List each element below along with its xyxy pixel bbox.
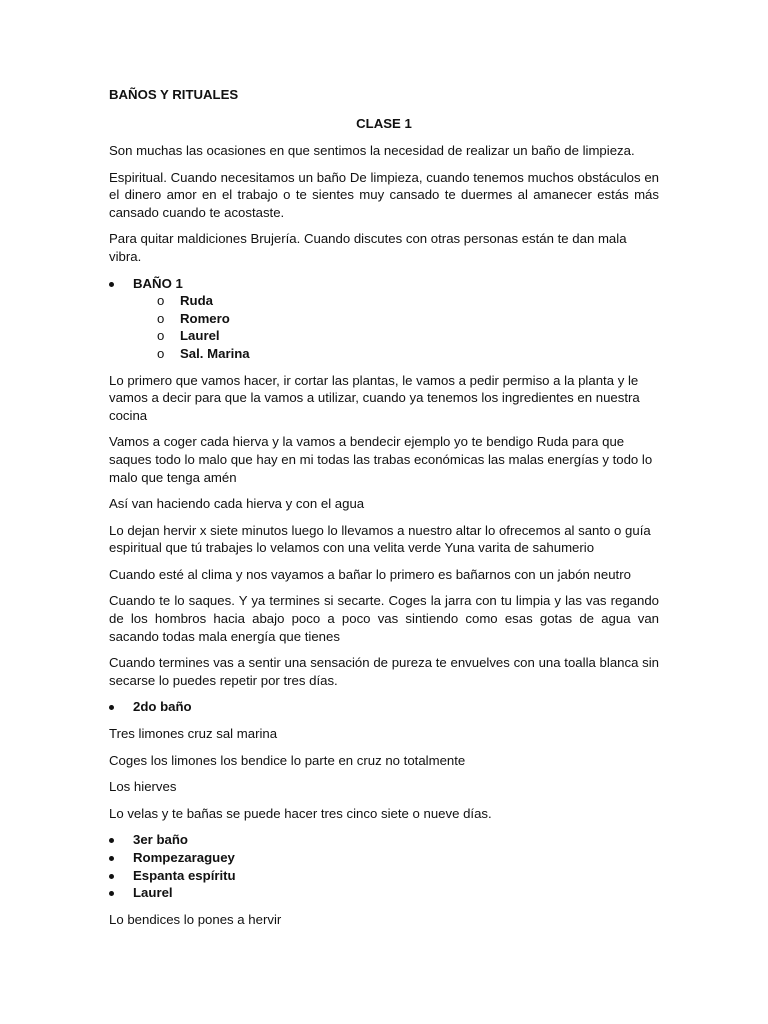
bano3-item bbox=[109, 884, 659, 902]
bano1-paragraph-7: Cuando termines vas a sentir una sensación de pureza te envuelves con una toalla blanca sin secarse lo puedes repetir por tres días. bbox=[109, 655, 659, 688]
ingredient-item bbox=[133, 345, 659, 363]
bullet-icon bbox=[109, 705, 114, 710]
bano3-item-label: Espanta espíritu bbox=[133, 867, 236, 883]
bano3-item bbox=[109, 867, 659, 885]
bano1-heading: BAÑO 1 bbox=[133, 275, 183, 291]
bullet-icon bbox=[109, 282, 114, 287]
bano3-item-label: Laurel bbox=[133, 885, 173, 901]
bano1-paragraph-4: Lo dejan hervir x siete minutos luego lo llevamos a nuestro altar lo ofrecemos al santo o guía espiritual que tú trabajes lo velamos con una velita verde Yuna varita de sahumerio bbox=[109, 522, 651, 556]
bano1-paragraph-1: Lo primero que vamos hacer, ir cortar las plantas, le vamos a pedir permiso a la planta y le vamos a decir para que la vamos a utilizar, cuando ya tenemos los ingredientes en nuestra cocina bbox=[109, 372, 640, 423]
circle-bullet-icon: o bbox=[157, 345, 165, 361]
bullet-icon bbox=[109, 856, 114, 861]
ingredient-label: Ruda bbox=[180, 293, 213, 309]
bano1-paragraph-5: Cuando esté al clima y nos vayamos a bañar lo primero es bañarnos con un jabón neutro bbox=[109, 566, 631, 582]
ingredient-item bbox=[133, 310, 659, 328]
bano1-paragraph-2: Vamos a coger cada hierva y la vamos a bendecir ejemplo yo te bendigo Ruda para que saques todo lo malo que hay en mi todas las trabas económicas las malas energías y todo lo malo que tenga amén bbox=[109, 434, 653, 485]
circle-bullet-icon: o bbox=[157, 328, 165, 344]
bano1-heading-item bbox=[109, 275, 659, 363]
document-body bbox=[109, 86, 659, 928]
bano3-item-label: Rompezaraguey bbox=[133, 850, 235, 865]
bano3-paragraph-1: Lo bendices lo pones a hervir bbox=[109, 911, 282, 927]
ingredient-label: Romero bbox=[180, 310, 230, 326]
bano2-list bbox=[109, 698, 659, 716]
bano1-list bbox=[109, 275, 659, 363]
ingredient-label: Laurel bbox=[180, 328, 220, 344]
bano2-paragraph-2: Coges los limones los bendice lo parte en cruz no totalmente bbox=[109, 752, 466, 768]
bano1-paragraph-6: Cuando te lo saques. Y ya termines si secarte. Coges la jarra con tu limpia y las vas regando de los hombros hacia abajo poco a poco vas sintiendo como esas gotas de agua van sacando todas mala energía que tienes bbox=[109, 593, 659, 644]
bano3-item bbox=[109, 831, 659, 849]
bano2-heading: 2do baño bbox=[133, 699, 192, 715]
circle-bullet-icon: o bbox=[157, 293, 165, 309]
bano2-paragraph-3: Los hierves bbox=[109, 779, 177, 795]
bano2-paragraph-4: Lo velas y te bañas se puede hacer tres cinco siete o nueve días. bbox=[109, 805, 492, 821]
bano3-item bbox=[109, 849, 659, 867]
bano2-paragraph-1: Tres limones cruz sal marina bbox=[109, 726, 278, 742]
bano1-ingredients bbox=[133, 292, 659, 362]
bullet-icon bbox=[109, 891, 114, 896]
bano2-heading-item bbox=[109, 698, 659, 716]
ingredient-item bbox=[133, 327, 659, 345]
ingredient-label: Sal. Marina bbox=[180, 345, 250, 361]
bullet-icon bbox=[109, 874, 114, 879]
circle-bullet-icon: o bbox=[157, 310, 165, 326]
document-title: BAÑOS Y RITUALES bbox=[109, 87, 239, 102]
bullet-icon bbox=[109, 838, 114, 843]
bano3-list bbox=[109, 831, 659, 901]
intro-paragraph-3: Para quitar maldiciones Brujería. Cuando discutes con otras personas están te dan mala vibra. bbox=[109, 231, 627, 264]
ingredient-item bbox=[133, 292, 659, 310]
intro-paragraph-1: Son muchas las ocasiones en que sentimos la necesidad de realizar un baño de limpieza. bbox=[109, 143, 635, 158]
intro-paragraph-2: Espiritual. Cuando necesitamos un baño De limpieza, cuando tenemos muchos obstáculos en el dinero amor en el trabajo o te sientes muy cansado te duermes al amanecer estás más cansado cuando te acostaste. bbox=[109, 169, 659, 220]
class-heading: CLASE 1 bbox=[356, 116, 412, 131]
bano3-item-label: 3er baño bbox=[133, 832, 188, 848]
bano1-paragraph-3: Así van haciendo cada hierva y con el agua bbox=[109, 496, 365, 512]
